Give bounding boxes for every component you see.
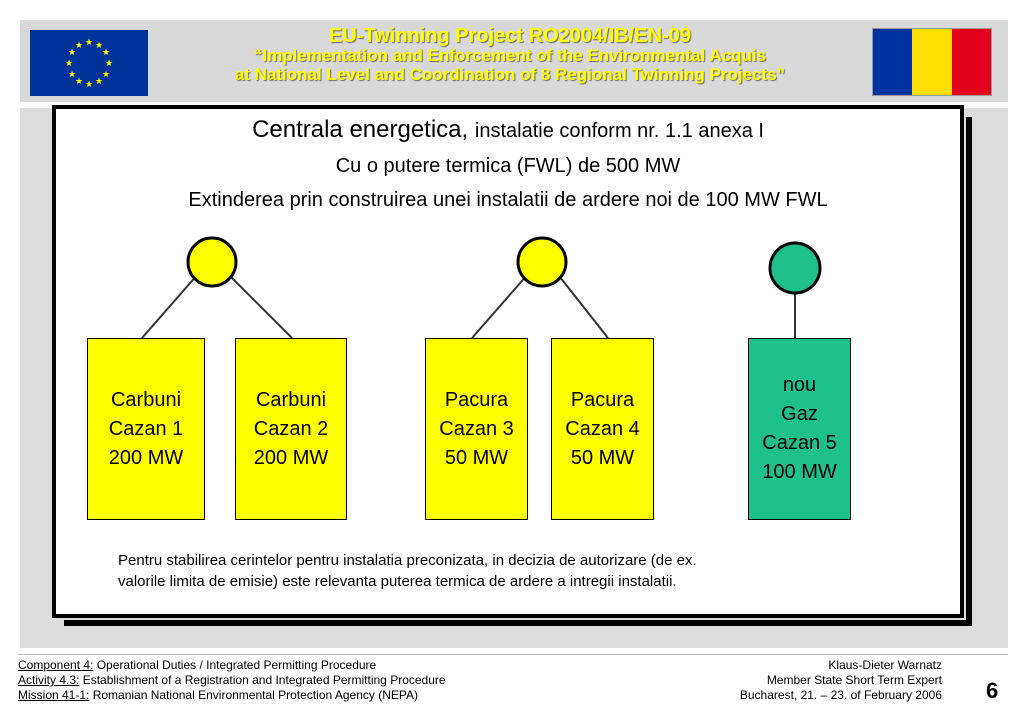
svg-text:★: ★ bbox=[67, 48, 77, 58]
connector-line bbox=[556, 272, 608, 338]
boiler-4-fuel: Pacura bbox=[570, 388, 635, 411]
boiler-4-name: Cazan 4 bbox=[565, 417, 640, 440]
svg-text:★: ★ bbox=[74, 41, 84, 51]
boiler-2-power: 200 MW bbox=[253, 446, 329, 469]
plant-heading-rest: instalatie conform nr. 1.1 anexa I bbox=[474, 120, 764, 142]
boiler-4-power: 50 MW bbox=[570, 446, 635, 469]
connector-line bbox=[142, 274, 198, 338]
svg-text:★: ★ bbox=[84, 38, 94, 48]
gas-stack-icon bbox=[770, 243, 820, 293]
boiler-3-fuel: Pacura bbox=[444, 388, 509, 411]
connector-line bbox=[472, 274, 528, 338]
note-line-2: valorile limita de emisie) este relevanta puterea termica de ardere a intregii instalatii. bbox=[118, 573, 677, 590]
footer-role: Member State Short Term Expert bbox=[766, 673, 942, 687]
title-line-2: “Implementation and Enforcement of the Environmental Acquis bbox=[253, 46, 767, 65]
boiler-2-name: Cazan 2 bbox=[253, 417, 329, 440]
svg-text:★: ★ bbox=[84, 80, 94, 90]
thermal-power-text: Cu o putere termica (FWL) de 500 MW bbox=[335, 155, 681, 177]
boiler-5-name: Cazan 5 bbox=[762, 432, 837, 454]
svg-text:★: ★ bbox=[74, 77, 84, 87]
svg-text:★: ★ bbox=[64, 59, 74, 69]
extension-text: Extinderea prin construirea unei instalatii de ardere noi de 100 MW FWL bbox=[188, 189, 828, 211]
boiler-1-name: Cazan 1 bbox=[108, 417, 184, 440]
svg-text:★: ★ bbox=[104, 59, 114, 69]
explanation-note bbox=[118, 550, 898, 592]
footer-author: Klaus-Dieter Warnatz bbox=[828, 658, 942, 672]
mission-label: Mission 41-1: bbox=[18, 688, 90, 702]
plant-heading-main: Centrala energetica, bbox=[252, 116, 469, 143]
note-line-1: Pentru stabilirea cerintelor pentru instalatia preconizata, in decizia de autorizare (de ex. bbox=[118, 552, 697, 569]
page-number: 6 bbox=[986, 678, 999, 703]
boiler-box-4 bbox=[551, 338, 654, 520]
component-text: Operational Duties / Integrated Permitting Procedure bbox=[93, 658, 377, 672]
title-line-1: EU-Twinning Project RO2004/IB/EN-09 bbox=[329, 25, 691, 47]
boiler-5-status: nou bbox=[782, 374, 817, 396]
svg-text:★: ★ bbox=[67, 70, 77, 80]
footer-component bbox=[18, 658, 446, 673]
boiler-box-1 bbox=[87, 338, 205, 520]
boiler-1-fuel: Carbuni bbox=[110, 388, 182, 411]
footer-right bbox=[740, 658, 942, 703]
activity-text: Establishment of a Registration and Integrated Permitting Procedure bbox=[79, 673, 446, 687]
title-line-3: at National Level and Coordination of 8 Regional Twinning Projects” bbox=[234, 65, 786, 84]
boiler-box-3 bbox=[425, 338, 528, 520]
boiler-3-name: Cazan 3 bbox=[439, 417, 514, 440]
oil-stack-icon bbox=[518, 238, 566, 286]
boiler-3-power: 50 MW bbox=[444, 446, 509, 469]
footer-divider bbox=[18, 654, 1008, 655]
svg-text:★: ★ bbox=[94, 77, 104, 87]
svg-text:★: ★ bbox=[101, 48, 111, 58]
coal-stack-icon bbox=[188, 238, 236, 286]
footer-mission bbox=[18, 688, 446, 703]
svg-text:★: ★ bbox=[94, 41, 104, 51]
boiler-5-power: 100 MW bbox=[762, 461, 837, 483]
footer-left bbox=[18, 658, 446, 703]
boiler-2-fuel: Carbuni bbox=[255, 388, 327, 411]
component-label: Component 4: bbox=[18, 658, 94, 672]
boiler-box-2 bbox=[235, 338, 347, 520]
footer-activity bbox=[18, 673, 446, 688]
boiler-5-fuel: Gaz bbox=[781, 403, 818, 425]
mission-text: Romanian National Environmental Protection Agency (NEPA) bbox=[89, 688, 418, 702]
footer-place-date: Bucharest, 21. – 23. of February 2006 bbox=[739, 688, 942, 702]
activity-label: Activity 4.3: bbox=[18, 673, 80, 687]
boiler-1-power: 200 MW bbox=[108, 446, 184, 469]
connector-line bbox=[226, 272, 292, 338]
svg-text:★: ★ bbox=[101, 70, 111, 80]
boiler-box-5 bbox=[748, 338, 851, 520]
